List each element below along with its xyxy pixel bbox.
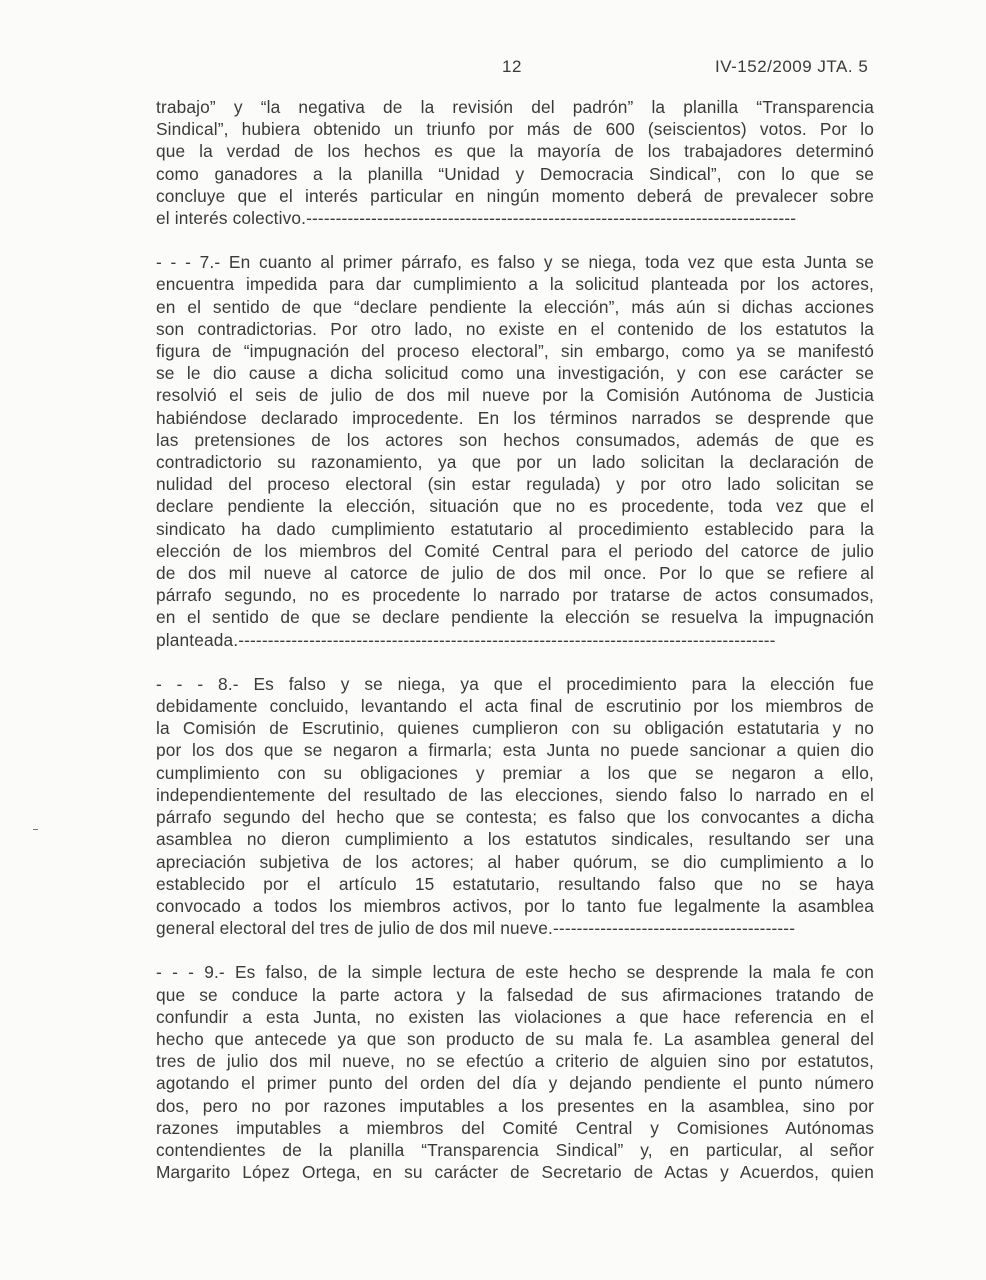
paragraph (156, 96, 874, 229)
case-number: IV-152/2009 JTA. 5 (715, 57, 869, 76)
text-line: son contradictorias. Por otro lado, no existe en el contenido de los estatutos la (156, 318, 874, 339)
text-line: Sindical”, hubiera obtenido un triunfo por más de 600 (seiscientos) votos. Por lo (156, 119, 874, 140)
paragraph (156, 673, 874, 939)
text-line: razones imputables a miembros del Comité Central y Comisiones Autónomas (156, 1117, 874, 1138)
text-line: establecido por el artículo 15 estatutario, resultando falso que no se haya (156, 873, 874, 894)
text-line: - - - 7.- En cuanto al primer párrafo, es falso y se niega, toda vez que esta Junta se (156, 252, 874, 273)
text-line: trabajo” y “la negativa de la revisión del padrón” la planilla “Transparencia (156, 97, 874, 117)
paragraph (156, 251, 874, 651)
text-line: contradictorio su razonamiento, ya que por un lado solicitan la declaración de (156, 452, 874, 473)
paragraph (156, 961, 874, 1183)
text-line: apreciación subjetiva de los actores; al haber quórum, se dio cumplimiento a lo (156, 851, 874, 872)
text-line: sindicato ha dado cumplimiento estatutario al procedimiento establecido para la (156, 518, 874, 539)
text-line: confundir a esta Junta, no existen las violaciones a que hace referencia en el (156, 1006, 874, 1027)
text-line: figura de “impugnación del proceso electoral”, sin embargo, como ya se manifestó (156, 341, 874, 362)
text-line: independientemente del resultado de las elecciones, siendo falso lo narrado en el (156, 784, 874, 805)
text-line: como ganadores a la planilla “Unidad y Democracia Sindical”, con lo que se (156, 163, 874, 184)
text-line: Margarito López Ortega, en su carácter de Secretario de Actas y Acuerdos, quien (156, 1162, 874, 1183)
text-line: elección de los miembros del Comité Central para el periodo del catorce de julio (156, 540, 874, 561)
text-line: encuentra impedida para dar cumplimiento a la solicitud planteada por los actores, (156, 274, 874, 295)
text-line: las pretensiones de los actores son hechos consumados, además de que es (156, 429, 874, 450)
text-line: resolvió el seis de julio de dos mil nueve por la Comisión Autónoma de Justicia (156, 385, 874, 406)
text-line: declare pendiente la elección, situación que no es procedente, toda vez que el (156, 496, 874, 517)
text-line: por los dos que se negaron a firmarla; esta Junta no puede sancionar a quien dio (156, 740, 874, 761)
text-line: hecho que antecede ya que son producto de su mala fe. La asamblea general del (156, 1028, 874, 1049)
text-line: tres de julio dos mil nueve, no se efectúo a criterio de alguien sino por estatutos, (156, 1051, 874, 1072)
text-line: habiéndose declarado improcedente. En los términos narrados se desprende que (156, 407, 874, 428)
text-line: contendientes de la planilla “Transparencia Sindical” y, en particular, al señor (156, 1139, 874, 1160)
scan-mark (33, 829, 38, 830)
text-line: en el sentido de que se declare pendiente la elección se resuelva la impugnación (156, 607, 874, 628)
text-line: - - - 9.- Es falso, de la simple lectura de este hecho se desprende la mala fe con (156, 962, 874, 983)
text-line: en el sentido de que “declare pendiente la elección”, más aún si dichas acciones (156, 296, 874, 317)
text-line: convocado a todos los miembros activos, por lo tanto fue legalmente la asamblea (156, 895, 874, 916)
text-line: concluye que el interés particular en ningún momento deberá de prevalecer sobre (156, 185, 874, 206)
text-line: la Comisión de Escrutinio, quienes cumplieron con su obligación estatutaria y no (156, 718, 874, 739)
text-line: párrafo segundo del hecho que se contesta; es falso que los convocantes a dicha (156, 807, 874, 828)
text-line: el interés colectivo.----------------------------------------------------------------------------------- (156, 208, 797, 229)
text-line: párrafo segundo, no es procedente lo narrado por tratarse de actos consumados, (156, 585, 874, 606)
text-line: asamblea no dieron cumplimiento a los estatutos sindicales, resultando ser una (156, 829, 874, 850)
text-line: debidamente concluido, levantando el acta final de escrutinio por los miembros de (156, 696, 874, 717)
text-line: dos, pero no por razones imputables a los presentes en la asamblea, sino por (156, 1095, 874, 1116)
text-line: nulidad del proceso electoral (sin estar regulada) y por otro lado solicitan se (156, 474, 874, 495)
text-line: que se conduce la parte actora y la falsedad de sus afirmaciones tratando de (156, 984, 874, 1005)
page-number: 12 (502, 57, 522, 76)
text-line: se le dio cause a dicha solicitud como una investigación, y con ese carácter se (156, 363, 874, 384)
text-line: agotando el primer punto del orden del día y dejando pendiente el punto número (156, 1073, 874, 1094)
document-body (156, 96, 874, 1183)
text-line: general electoral del tres de julio de dos mil nueve.----------------------------------------- (156, 918, 796, 939)
text-line: - - - 8.- Es falso y se niega, ya que el procedimiento para la elección fue (156, 673, 874, 694)
text-line: que la verdad de los hechos es que la mayoría de los trabajadores determinó (156, 141, 874, 162)
text-line: de dos mil nueve al catorce de julio de dos mil once. Por lo que se refiere al (156, 563, 874, 584)
text-line: planteada.------------------------------------------------------------------------------------------- (156, 629, 776, 650)
text-line: cumplimiento con su obligaciones y premiar a los que se negaron a ello, (156, 762, 874, 783)
